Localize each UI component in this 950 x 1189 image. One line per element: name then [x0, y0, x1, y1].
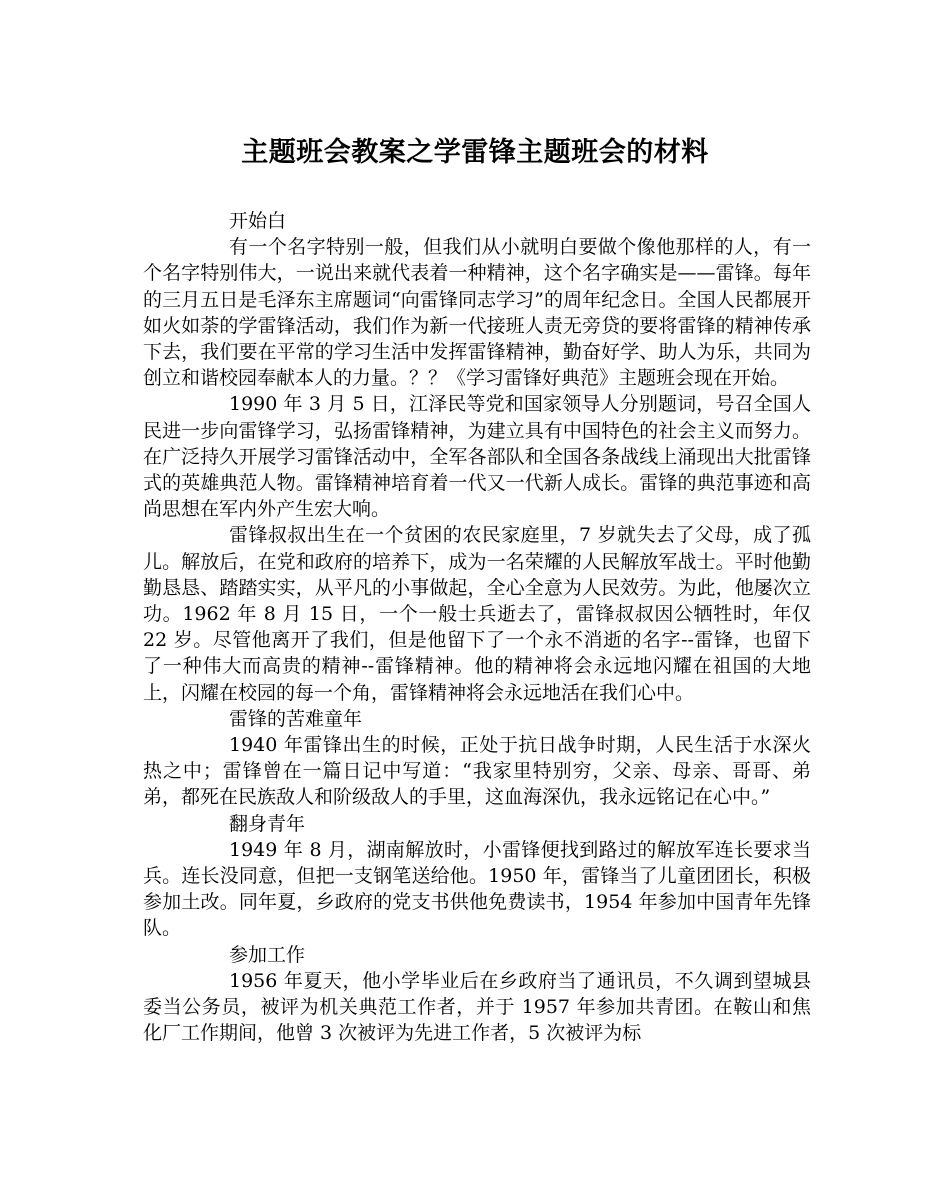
- document-title: 主题班会教案之学雷锋主题班会的材料: [241, 137, 709, 168]
- section-heading-opening: 开始白: [229, 210, 287, 232]
- section-heading-work: 参加工作: [229, 943, 306, 966]
- section-heading-youth: 翻身青年: [229, 812, 306, 835]
- paragraph-work: 1956 年夏天，他小学毕业后在乡政府当了通讯员，不久调到望城县委当公务员，被评为机关典范工作者，并于 1957 年参加共青团。在鞍山和焦化厂工作期间，他曾 3 次被评为先进工作者，5 次被评为标: [143, 969, 811, 1045]
- paragraph-childhood: 1940 年雷锋出生的时候，正处于抗日战争时期，人民生活于水深火热之中；雷锋曾在一篇日记中写道：“我家里特别穷，父亲、母亲、哥哥、弟弟，都死在民族敌人和阶级敌人的手里，这血海深仇，我永远铭记在心中。”: [143, 734, 811, 809]
- document-body: [143, 208, 811, 1047]
- paragraph-intro: 有一个名字特别一般，但我们从小就明白要做个像他那样的人，有一个名字特别伟大，一说出来就代表着一种精神，这个名字确实是——雷锋。每年的三月五日是毛泽东主席题词“向雷锋同志学习”的周年纪念日。全国人民都展开如火如荼的学雷锋活动，我们作为新一代接班人责无旁贷的要将雷锋的精神传承下去，我们要在平常的学习生活中发挥雷锋精神，勤奋好学、助人为乐，共同为创立和谐校园奉献本人的力量。？？《学习雷锋好典范》主题班会现在开始。: [143, 236, 811, 390]
- paragraph-youth: 1949 年 8 月，湖南解放时，小雷锋便找到路过的解放军连长要求当兵。连长没同意，但把一支钢笔送给他。1950 年，雷锋当了儿童团团长，积极参加土改。同年夏，乡政府的党支书供他免费读书，1954 年参加中国青年先锋队。: [143, 838, 811, 940]
- paragraph-biography: 雷锋叔叔出生在一个贫困的农民家庭里，7 岁就失去了父母，成了孤儿。解放后，在党和政府的培养下，成为一名荣耀的人民解放军战士。平时他勤勤恳恳、踏踏实实，从平凡的小事做起，全心全意为人民效劳。为此，他屡次立功。1962 年 8 月 15 日，一个一般士兵逝去了，雷锋叔叔因公牺牲时，年仅 22 岁。尽管他离开了我们，但是他留下了一个永不消逝的名字--雷锋，也留下了一种伟大而高贵的精神--雷锋精神。他的精神将会永远地闪耀在祖国的大地上，闪耀在校园的每一个角，雷锋精神将会永远地活在我们心中。: [143, 524, 811, 704]
- paragraph-1990: 1990 年 3 月 5 日，江泽民等党和国家领导人分别题词，号召全国人民进一步向雷锋学习，弘扬雷锋精神，为建立具有中国特色的社会主义而努力。在广泛持久开展学习雷锋活动中，全军各部队和全国各条战线上涌现出大批雷锋式的英雄典范人物。雷锋精神培育着一代又一代新人成长。雷锋的典范事迹和高尚思想在军内外产生宏大响。: [143, 393, 811, 521]
- section-heading-childhood: 雷锋的苦难童年: [229, 707, 363, 730]
